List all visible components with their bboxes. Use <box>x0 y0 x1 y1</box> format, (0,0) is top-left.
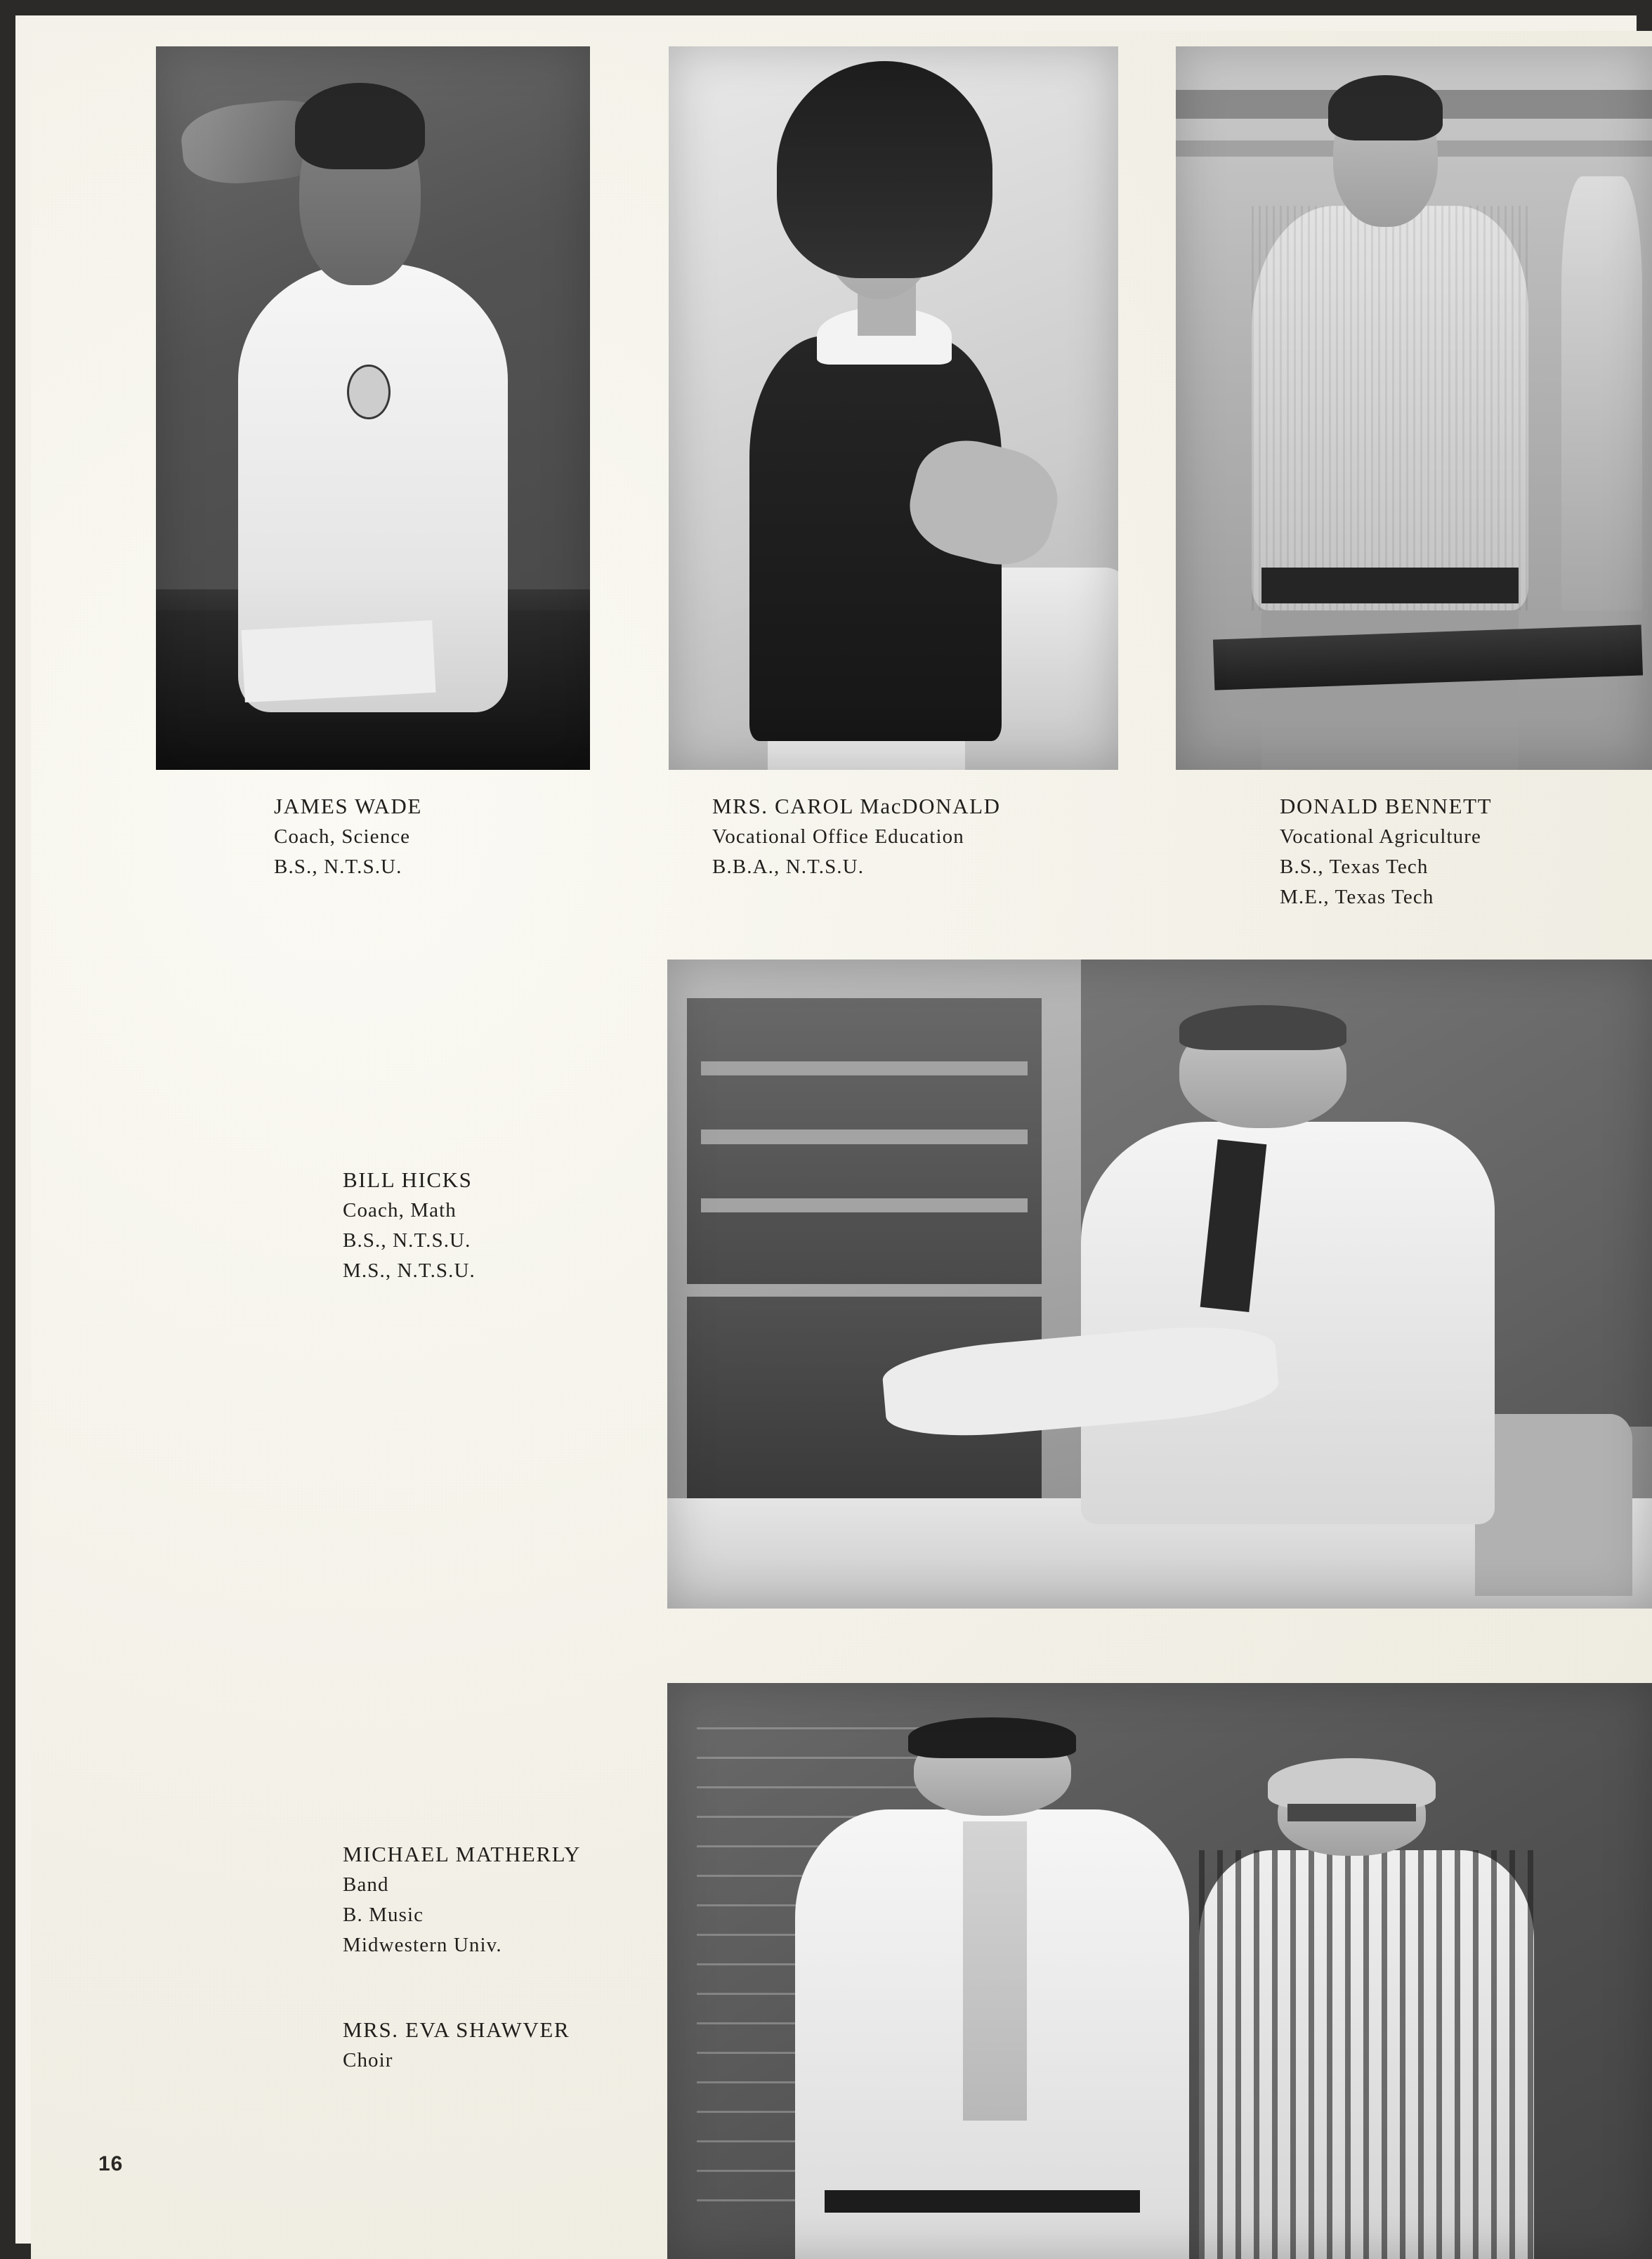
faculty-line: Coach, Math <box>343 1199 457 1222</box>
page-number: 16 <box>98 2152 124 2175</box>
faculty-line: Vocational Agriculture <box>1280 825 1482 848</box>
photo-bill-hicks <box>667 960 1652 1609</box>
faculty-line: B.S., N.T.S.U. <box>343 1229 471 1252</box>
faculty-line: Vocational Office Education <box>712 825 964 848</box>
faculty-line: B.B.A., N.T.S.U. <box>712 856 865 878</box>
photo-james-wade <box>156 46 590 770</box>
faculty-line: Choir <box>343 2049 393 2071</box>
faculty-line: Midwestern Univ. <box>343 1934 502 1956</box>
faculty-name: DONALD BENNETT <box>1280 794 1493 818</box>
faculty-name: MRS. CAROL MacDONALD <box>712 794 1001 818</box>
caption-bill-hicks <box>343 1165 476 1286</box>
faculty-name: MRS. EVA SHAWVER <box>343 2017 570 2042</box>
faculty-name: BILL HICKS <box>343 1167 473 1192</box>
faculty-line: M.S., N.T.S.U. <box>343 1259 476 1282</box>
faculty-line: Band <box>343 1873 389 1896</box>
caption-james-wade <box>274 791 422 882</box>
caption-michael-matherly <box>343 1839 581 1960</box>
caption-eva-shawver <box>343 2015 570 2076</box>
photo-carol-macdonald <box>669 46 1118 770</box>
caption-carol-macdonald <box>712 791 1001 882</box>
paper-surface <box>31 31 1652 2259</box>
photo-donald-bennett <box>1176 46 1652 770</box>
faculty-line: B.S., Texas Tech <box>1280 856 1429 878</box>
faculty-line: B.S., N.T.S.U. <box>274 856 402 878</box>
faculty-line: M.E., Texas Tech <box>1280 886 1434 908</box>
faculty-name: JAMES WADE <box>274 794 422 818</box>
faculty-name: MICHAEL MATHERLY <box>343 1842 582 1866</box>
photo-matherly-shawver <box>667 1683 1652 2259</box>
faculty-line: B. Music <box>343 1904 424 1926</box>
faculty-line: Coach, Science <box>274 825 411 848</box>
caption-donald-bennett <box>1280 791 1492 912</box>
